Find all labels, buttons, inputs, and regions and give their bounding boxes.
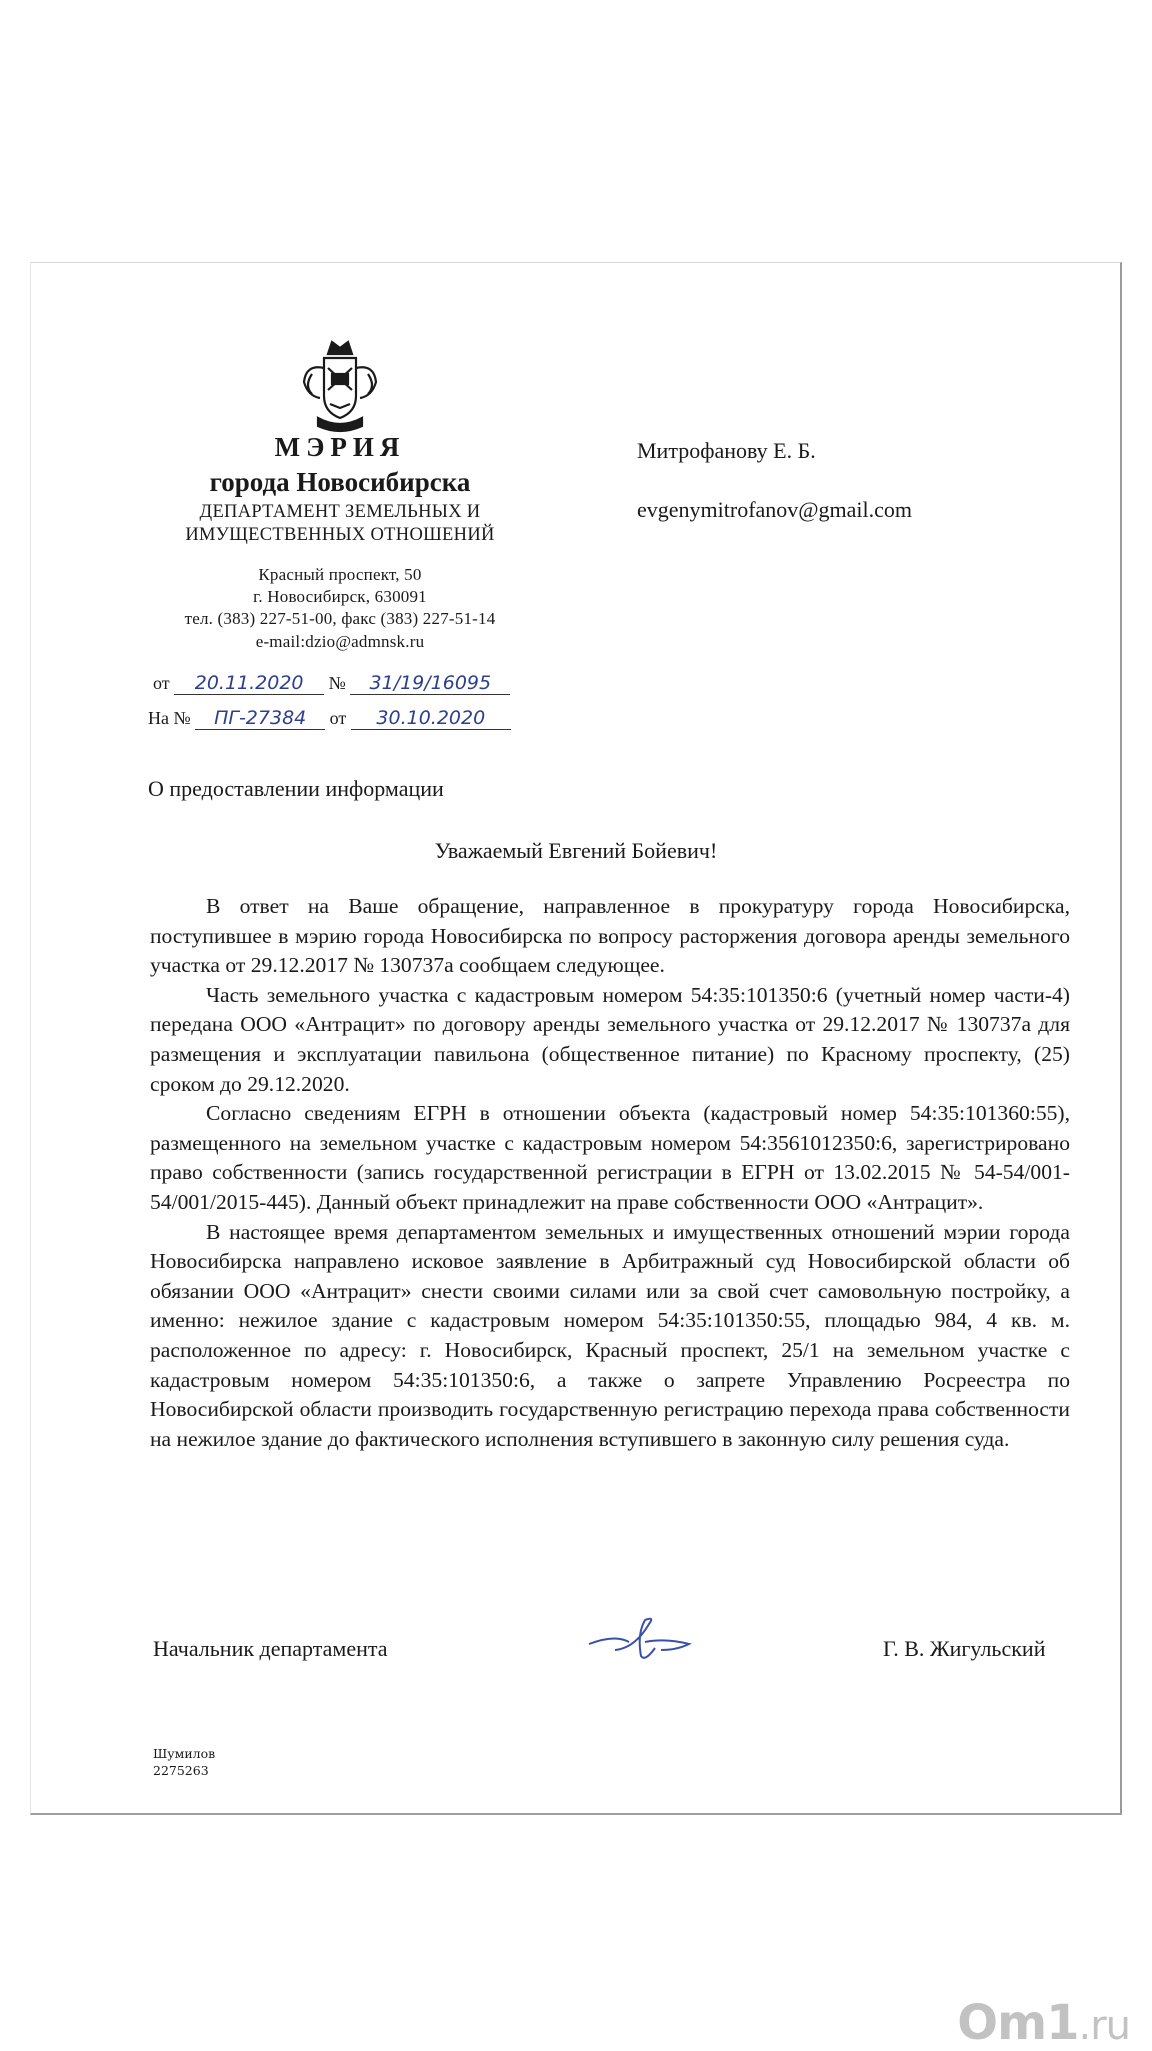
letter-body	[150, 892, 1070, 1454]
department-line1: ДЕПАРТАМЕНТ ЗЕМЕЛЬНЫХ И	[199, 502, 481, 522]
org-name: МЭРИЯ	[274, 432, 406, 462]
phone-fax: тел. (383) 227-51-00, факс (383) 227-51-14	[184, 609, 496, 628]
paragraph: Часть земельного участка с кадастровым номером 54:35:101350:6 (учетный номер части-4) передана ООО «Антрацит» по договору аренды земельного участка от 29.12.2017 № 130737а для размещения и эксплуатации павильона (общественное питание) по Красному проспекту, (25) сроком до 29.12.2020.	[150, 982, 1070, 1096]
outgoing-number: 31/19/16095	[350, 672, 510, 695]
greeting: Уважаемый Евгений Бойевич!	[434, 838, 718, 863]
number-label: №	[328, 673, 346, 693]
watermark-logo: Om1.ru	[957, 1995, 1130, 2051]
address-street: Красный проспект, 50	[258, 565, 422, 584]
paragraph: В настоящее время департаментом земельных и имущественных отношений мэрии города Новосибирска направлено исковое заявление в Арбитражный суд Новосибирской области об обязании ООО «Антрацит» снести своими силами или за свой счет самовольную постройку, а именно: нежилое здание с кадастровым номером 54:35:101350:55, площадью 984, 4 кв. м. расположенное по адресу: г. Новосибирск, Красный проспект, 25/1 на земельном участке с кадастровым номером 54:35:101350:6, а также о запрете Управлению Росреестра по Новосибирской области производить государственную регистрацию перехода права собственности на нежилое здание до фактического исполнения вступившего в законную силу решения суда.	[150, 1219, 1070, 1451]
from-label: от	[153, 673, 170, 693]
incoming-date: 30.10.2020	[351, 707, 511, 730]
handwritten-signature	[585, 1614, 695, 1662]
executor-name: Шумилов	[153, 1746, 216, 1761]
subject-line: О предоставлении информации	[148, 776, 444, 801]
paragraph: Согласно сведениям ЕГРН в отношении объекта (кадастровый номер 54:35:101360:55), размещенного на земельном участке с кадастровым номером 54:3561012350:6, зарегистрировано право собственности (запись государственной регистрации в ЕГРН от 13.02.2015 № 54-54/001-54/001/2015-445). Данный объект принадлежит на праве собственности ООО «Антрацит».	[150, 1101, 1070, 1214]
executor-phone: 2275263	[153, 1763, 209, 1778]
org-city: города Новосибирска	[209, 467, 471, 497]
ref-label: На №	[148, 708, 191, 728]
ref-from-label: от	[329, 708, 347, 728]
coat-of-arms-icon	[298, 338, 382, 436]
registration-incoming	[148, 707, 511, 730]
signatory-position: Начальник департамента	[153, 1636, 388, 1661]
signatory-name: Г. В. Жигульский	[883, 1636, 1046, 1661]
paragraph: В ответ на Ваше обращение, направленное в прокуратуру города Новосибирска, поступившее в мэрию города Новосибирска по вопросу расторжения договора аренды земельного участка от 29.12.2017 № 130737а сообщаем следующее.	[150, 894, 1070, 978]
incoming-number: ПГ-27384	[195, 707, 325, 730]
registration-outgoing	[153, 672, 510, 695]
org-email: e-mail:dzio@admnsk.ru	[255, 632, 425, 651]
recipient-email: evgenymitrofanov@gmail.com	[637, 497, 913, 522]
address-city: г. Новосибирск, 630091	[253, 587, 427, 606]
department-line2: ИМУЩЕСТВЕННЫХ ОТНОШЕНИЙ	[185, 525, 495, 545]
outgoing-date: 20.11.2020	[174, 672, 324, 695]
recipient-name: Митрофанову Е. Б.	[637, 438, 816, 463]
